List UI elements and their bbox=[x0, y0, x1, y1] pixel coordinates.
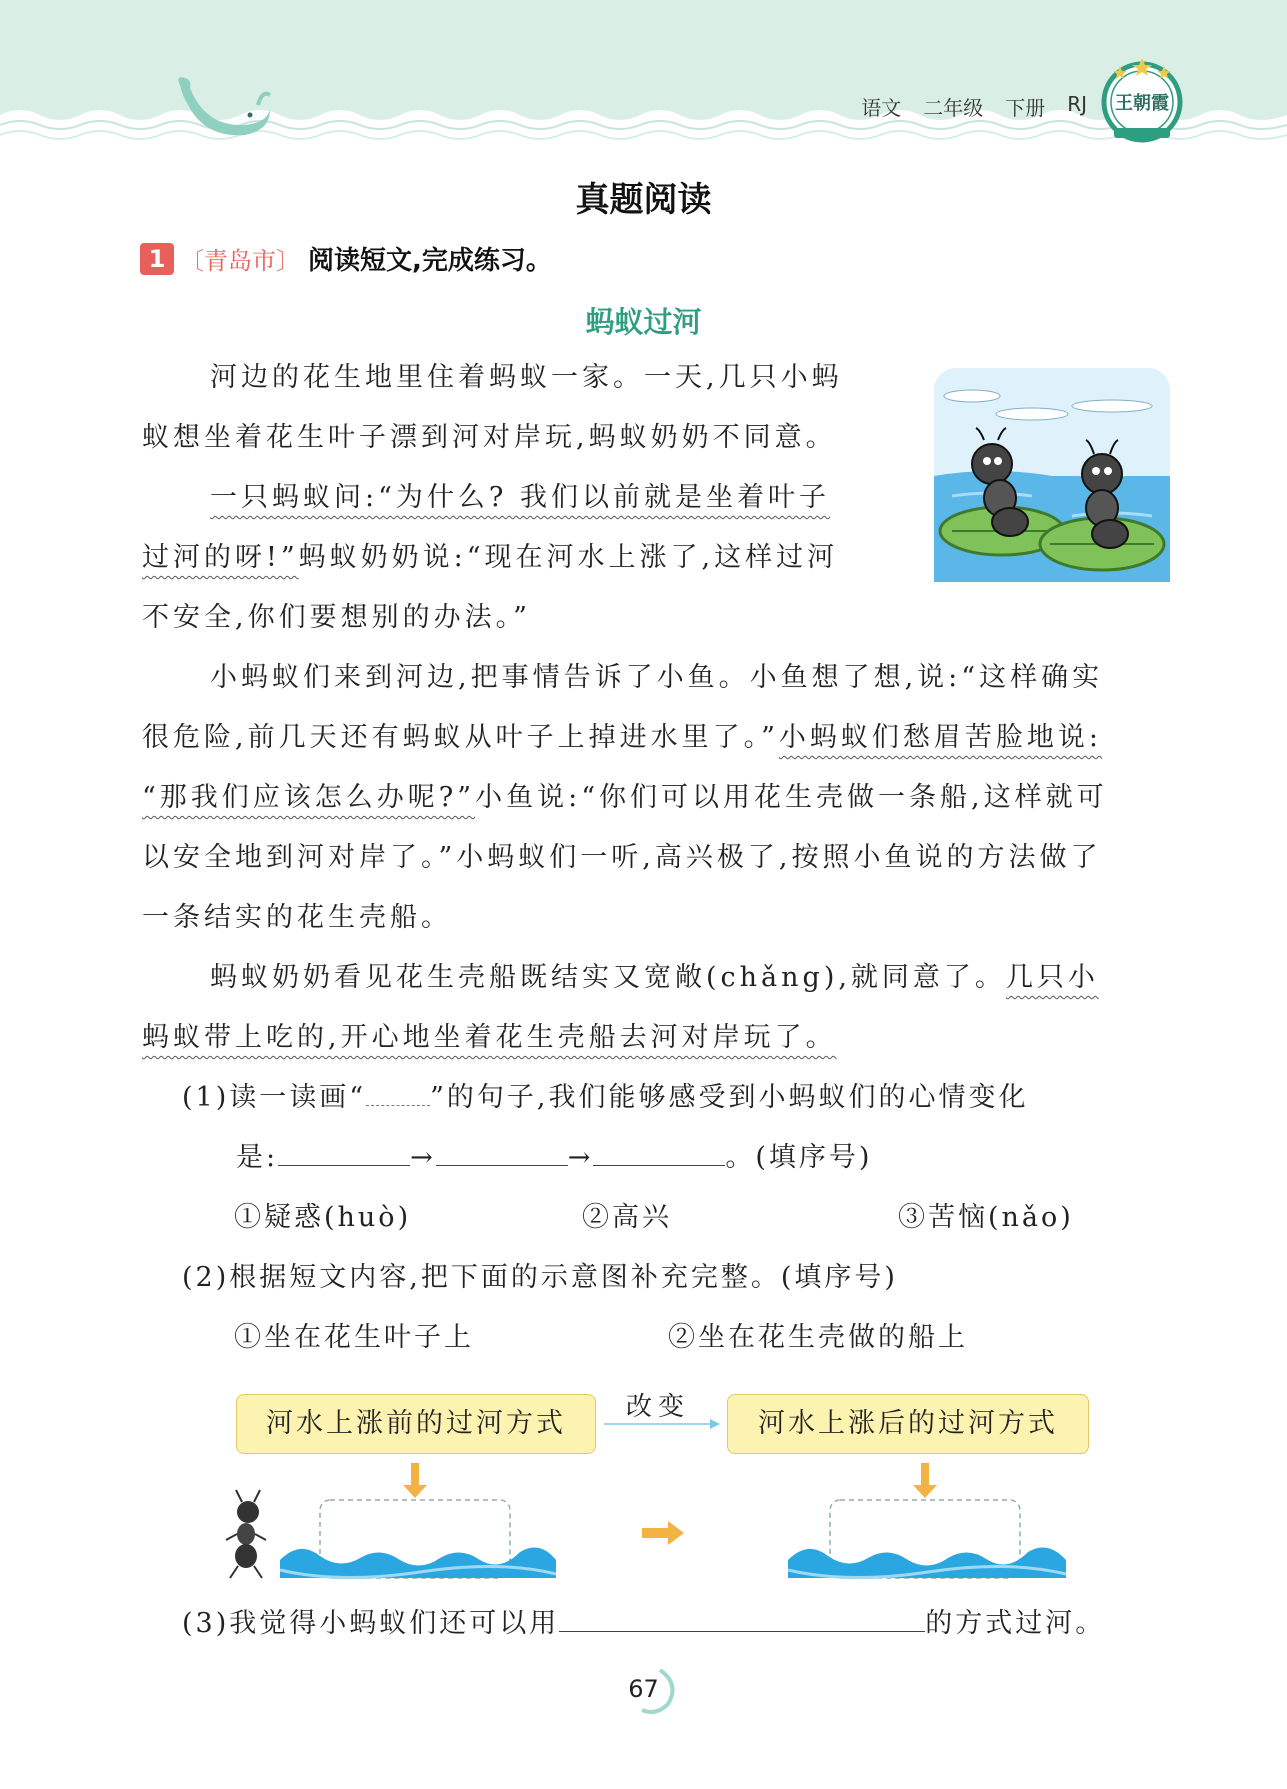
passage-text: 很危险,前几天还有蚂蚁从叶子上掉进水里了。” bbox=[142, 722, 779, 753]
q1-text: (1)读一读画“ bbox=[182, 1082, 367, 1113]
box-after-flood: 河水上涨后的过河方式 bbox=[727, 1394, 1089, 1454]
passage-line bbox=[142, 718, 1102, 758]
question-instruction: 阅读短文,完成练习。 bbox=[308, 246, 552, 276]
ant-icon bbox=[226, 1490, 266, 1578]
passage-text: 蚂蚁奶奶看见花生壳船既结实又宽敞(chǎng),就同意了。 bbox=[210, 962, 1006, 993]
wavy-line-sample bbox=[366, 1085, 430, 1106]
q3-line bbox=[182, 1604, 1105, 1644]
brand-badge bbox=[1098, 52, 1186, 152]
passage-line bbox=[210, 958, 1099, 998]
arrow: → bbox=[410, 1142, 436, 1173]
brand-name: 王朝霞 bbox=[1115, 93, 1169, 114]
q1-line1 bbox=[182, 1078, 1028, 1118]
answer-blank[interactable] bbox=[278, 1139, 410, 1166]
whale-icon bbox=[170, 70, 280, 140]
q3-prefix: (3)我觉得小蚂蚁们还可以用 bbox=[182, 1608, 560, 1639]
q1-text: ”的句子,我们能够感受到小蚂蚁们的心情变化 bbox=[430, 1082, 1029, 1113]
passage-line: 河边的花生地里住着蚂蚁一家。一天,几只小蚂 bbox=[210, 362, 843, 393]
question-number: 1 bbox=[140, 243, 174, 275]
passage-line: 一只蚂蚁问:“为什么? 我们以前就是坐着叶子 bbox=[210, 482, 830, 513]
box-before-flood: 河水上涨前的过河方式 bbox=[236, 1394, 596, 1454]
q2-prompt: (2)根据短文内容,把下面的示意图补充完整。(填序号) bbox=[182, 1262, 898, 1293]
passage-line: 一条结实的花生壳船。 bbox=[142, 902, 452, 933]
wavy-sentence: 过河的呀!” bbox=[142, 542, 299, 573]
wavy-sentence: “那我们应该怎么办呢?” bbox=[142, 782, 476, 813]
answer-blank[interactable] bbox=[559, 1605, 925, 1632]
edition-label: RJ bbox=[1067, 92, 1087, 116]
passage-text: 小鱼说:“你们可以用花生壳做一条船,这样就可 bbox=[475, 782, 1108, 813]
passage-line: 小蚂蚁们来到河边,把事情告诉了小鱼。小鱼想了想,说:“这样确实 bbox=[210, 662, 1104, 693]
ants-on-leaves-illustration bbox=[932, 366, 1172, 584]
q1-option: ①疑惑(huò) bbox=[234, 1202, 412, 1233]
q1-option: ②高兴 bbox=[582, 1202, 672, 1233]
passage-line: 以安全地到河对岸了。”小蚂蚁们一听,高兴极了,按照小鱼说的方法做了 bbox=[142, 842, 1102, 873]
passage-line: 蚁想坐着花生叶子漂到河对岸玩,蚂蚁奶奶不同意。 bbox=[142, 422, 837, 453]
passage-line bbox=[142, 538, 838, 578]
answer-blank[interactable] bbox=[436, 1139, 568, 1166]
wavy-sentence: 几只小 bbox=[1005, 962, 1099, 993]
q1-suffix: 。(填序号) bbox=[725, 1142, 873, 1173]
passage-title: 蚂蚁过河 bbox=[585, 305, 702, 339]
subject-label: 语文 bbox=[861, 96, 902, 120]
section-title: 真题阅读 bbox=[575, 180, 712, 220]
q3-suffix: 的方式过河。 bbox=[925, 1608, 1106, 1639]
question-header bbox=[140, 240, 552, 277]
grade-label: 二年级 bbox=[923, 96, 984, 120]
term-label: 下册 bbox=[1005, 96, 1046, 120]
arrow: → bbox=[567, 1142, 594, 1173]
q2-option: ①坐在花生叶子上 bbox=[234, 1322, 474, 1353]
passage-line: 蚂蚁带上吃的,开心地坐着花生壳船去河对岸玩了。 bbox=[142, 1022, 837, 1053]
q1-option: ③苦恼(nǎo) bbox=[898, 1202, 1074, 1233]
passage-line bbox=[142, 778, 1108, 818]
page-number: 67 bbox=[628, 1675, 659, 1703]
q1-line2 bbox=[236, 1138, 872, 1178]
question-source: 〔青岛市〕 bbox=[180, 247, 300, 275]
q1-prefix: 是: bbox=[236, 1142, 279, 1173]
q2-option: ②坐在花生壳做的船上 bbox=[668, 1322, 968, 1353]
wavy-sentence: 小蚂蚁们愁眉苦脸地说: bbox=[778, 722, 1102, 753]
header-meta bbox=[861, 92, 1087, 121]
answer-blank[interactable] bbox=[593, 1139, 725, 1166]
passage-line: 不安全,你们要想别的办法。” bbox=[142, 602, 531, 633]
change-label: 改变 bbox=[626, 1392, 691, 1422]
passage-text: 蚂蚁奶奶说:“现在河水上涨了,这样过河 bbox=[298, 542, 839, 573]
